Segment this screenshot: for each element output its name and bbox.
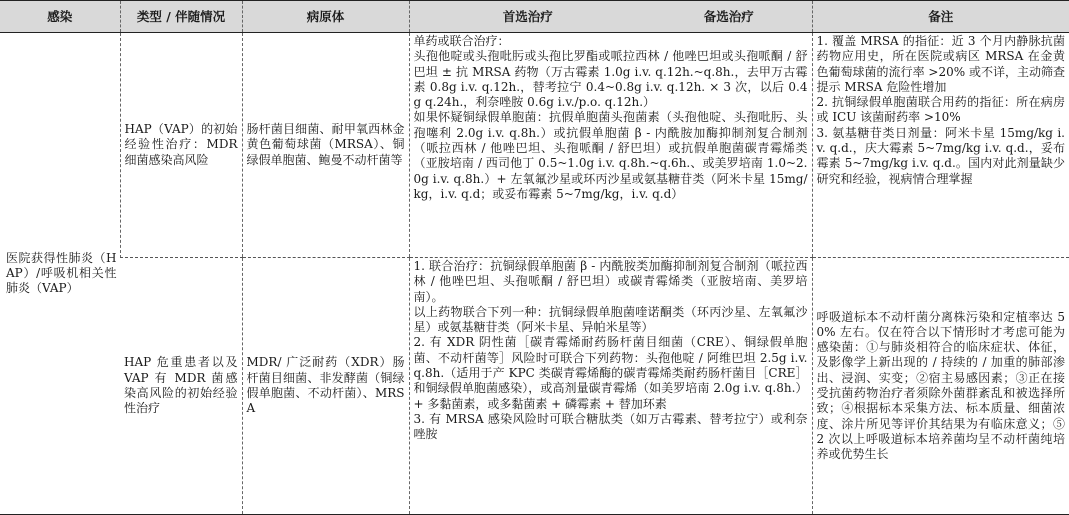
remarks-paragraph: 3. 氨基糖苷类日剂量：阿米卡星 15mg/kg i.v. q.d.，庆大霉素 5~7mg/kg i.v. q.d.，妥布霉素 5~7mg/kg i.v. q.d.。国内对此剂量缺少研究和经验，视病情合理掌握 — [816, 125, 1065, 186]
header-infection: 感染 — [0, 1, 120, 33]
header-pathogen: 病原体 — [242, 1, 409, 33]
row-remarks — [812, 33, 1069, 258]
header-first-choice: 首选治疗 — [409, 1, 646, 33]
header-type: 类型 / 伴随情况 — [120, 1, 242, 33]
row-type: HAP 危重患者以及 VAP 有 MDR 菌感染高风险的初始经验性治疗 — [120, 258, 242, 515]
treatment-paragraph: 2. 有 XDR 阴性菌［碳青霉烯耐药肠杆菌目细菌（CRE）、铜绿假单胞菌、不动杆菌等］风险时可联合下列药物：头孢他啶 / 阿维巴坦 2.5g i.v. q.8h.（适用于产 KPC 类碳青霉烯酶的碳青霉烯类耐药肠杆菌目［CRE］和铜绿假单胞菌感染），或高剂量碳青霉烯（如美罗培南 2.0g i.v. q.8h.）+ 多黏菌素，或多黏菌素 + 磷霉素 + 替加环素 — [413, 335, 808, 411]
treatment-paragraph: 3. 有 MRSA 感染风险时可联合糖肽类（如万古霉素、替考拉宁）或利奈唑胺 — [413, 411, 808, 442]
row-treatment — [409, 258, 812, 515]
treatment-paragraph: 单药或联合治疗： — [413, 34, 510, 48]
treatment-paragraph: 如果怀疑铜绿假单胞菌：抗假单胞菌头孢菌素（头孢他啶、头孢吡肟、头孢噻利 2.0g i.v. q.8h.）或抗假单胞菌 β - 内酰胺加酶抑制剂复合制剂（哌拉西林 / 他唑巴坦、头孢哌酮 / 舒巴坦）或抗假单胞菌碳青霉烯类（亚胺培南 / 西司他丁 0.5~1.0g i.v. q.8h.~q.6h.、或美罗培南 1.0~2.0g i.v. q.8h.）+ 左氧氟沙星或环丙沙星或氨基糖苷类（阿米卡星 15mg/kg，i.v. q.d；或妥布霉素 5~7mg/kg，i.v. q.d） — [413, 110, 808, 201]
header-remarks: 备注 — [812, 1, 1069, 33]
header-row — [0, 1, 1069, 33]
row-remarks: 呼吸道标本不动杆菌分离株污染和定植率达 50% 左右。仅在符合以下情形时才考虑可能为感染菌：①与肺炎相符合的临床症状、体征，及影像学上新出现的 / 持续的 / 加重的肺部渗出、浸润、实变；②宿主易感因素；③正在接受抗菌药物治疗者须除外菌群紊乱和被选择所致；④根据标本采集方法、标本质量、细菌浓度、涂片所见等评价其结果为有临床意义；⑤ 2 次以上呼吸道标本培养菌均呈不动杆菌纯培养或优势生长 — [812, 258, 1069, 515]
row-type: HAP（VAP）的初始经验性治疗：MDR 细菌感染高风险 — [120, 33, 242, 258]
row-pathogen: 肠杆菌目细菌、耐甲氧西林金黄色葡萄球菌（MRSA）、铜绿假单胞菌、鲍曼不动杆菌等 — [242, 33, 409, 258]
infection-name: 医院获得性肺炎（HAP）/呼吸机相关性肺炎（VAP） — [0, 33, 120, 515]
row-treatment — [409, 33, 812, 258]
treatment-paragraph: 以上药物联合下列一种：抗铜绿假单胞菌喹诺酮类（环丙沙星、左氧氟沙星）或氨基糖苷类（阿米卡星、异帕米星等） — [413, 304, 808, 335]
table-row — [0, 258, 1069, 515]
remarks-paragraph: 1. 覆盖 MRSA 的指征：近 3 个月内静脉抗菌药物应用史，所在医院或病区 MRSA 在金黄色葡萄球菌的流行率 >20% 或不详，主动筛查提示 MRSA 危险性增加 — [816, 34, 1065, 94]
treatment-paragraph: 1. 联合治疗：抗铜绿假单胞菌 β - 内酰胺类加酶抑制剂复合制剂（哌拉西林 / 他唑巴坦、头孢哌酮 / 舒巴坦）或碳青霉烯类（亚胺培南、美罗培南）。 — [413, 259, 808, 304]
row-pathogen: MDR/ 广泛耐药（XDR）肠杆菌目细菌、非发酵菌（铜绿假单胞菌、不动杆菌）、MRSA — [242, 258, 409, 515]
table-row — [0, 33, 1069, 258]
remarks-paragraph: 2. 抗铜绿假单胞菌联合用药的指征：所在病房或 ICU 该菌耐药率 >10% — [816, 95, 1065, 125]
treatment-paragraph: 头孢他啶或头孢吡肟或头孢比罗酯或哌拉西林 / 他唑巴坦或头孢哌酮 / 舒巴坦 ± 抗 MRSA 药物（万古霉素 1.0g i.v. q.12h.~q.8h.，去甲万古霉素 0.8g i.v. q.12h.，替考拉宁 0.4~0.8g i.v. q.12h. × 3 次，以后 0.4g q.24h.，利奈唑胺 0.6g i.v./p.o. q.12h.） — [413, 49, 808, 110]
header-alternative: 备选治疗 — [646, 1, 812, 33]
